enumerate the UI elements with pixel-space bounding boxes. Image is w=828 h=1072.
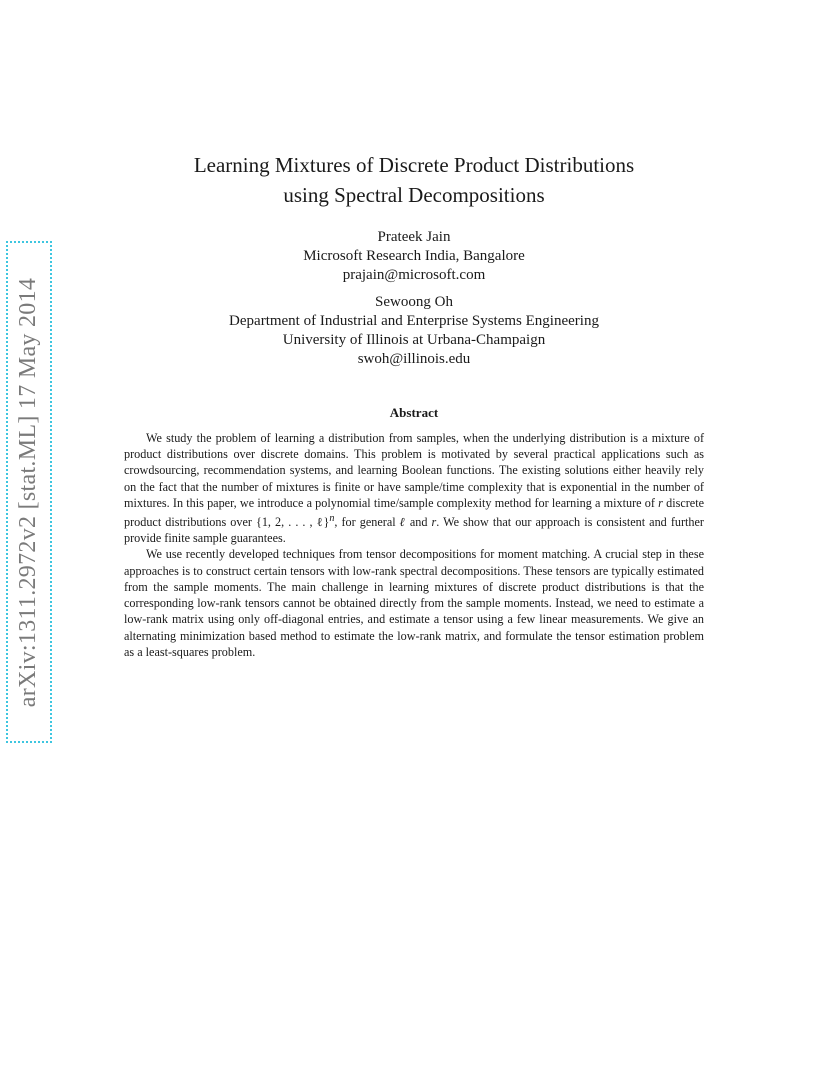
author-affiliation-2: University of Illinois at Urbana-Champaign <box>282 332 546 348</box>
abstract-body <box>124 430 704 660</box>
author-name: Prateek Jain <box>377 229 451 245</box>
math-set: {1, 2, . . . , ℓ} <box>255 515 330 530</box>
author-block-1 <box>110 228 718 285</box>
title-line-1: Learning Mixtures of Discrete Product Distributions <box>193 153 635 177</box>
author-block-2 <box>110 293 718 369</box>
math-r: r <box>431 515 437 530</box>
math-ell: ℓ <box>399 515 406 530</box>
abstract-heading: Abstract <box>389 405 439 420</box>
abstract-text: , for general <box>334 515 400 530</box>
abstract-paragraph-1 <box>124 430 704 546</box>
math-r: r <box>658 495 663 510</box>
paper-title <box>110 150 718 210</box>
abstract-text: We study the problem of learning a distribution from samples, when the underlying distribution is a mixture of product distributions over discrete domains. This problem is motivated by several practical applications such as crowdsourcing, recommendation systems, and learning Boolean functions. The existing solutions either heavily rely on the fact that the number of mixtures is finite or have sample/time complexity that is exponential in the number of mixtures. In this paper, we introduce a polynomial time/sample complexity method for learning a mixture of <box>124 431 704 510</box>
author-email: prajain@microsoft.com <box>342 267 486 283</box>
abstract-text: and <box>405 515 432 530</box>
math-n: n <box>329 513 335 525</box>
abstract-text: discrete product distributions over <box>124 495 704 530</box>
author-email: swoh@illinois.edu <box>357 351 471 367</box>
title-line-2: using Spectral Decompositions <box>283 183 545 207</box>
author-affiliation: Department of Industrial and Enterprise Systems Engineering <box>229 313 599 329</box>
arxiv-stamp <box>6 241 52 743</box>
arxiv-identifier: arXiv:1311.2972v2 [stat.ML] 17 May 2014 <box>15 277 42 707</box>
author-name: Sewoong Oh <box>375 294 453 310</box>
abstract-text: . We show that our approach is consistent and further provide finite sample guarantees. <box>124 515 704 546</box>
abstract-paragraph-2: We use recently developed techniques from tensor decompositions for moment matching. A crucial step in these approaches is to construct certain tensors with low-rank spectral decompositions. These tensors are typically estimated from the sample moments. The main challenge in learning mixtures of discrete product distributions is that the corresponding low-rank tensors cannot be obtained directly from the sample moments. Instead, we need to estimate a low-rank matrix using only off-diagonal entries, and estimate a tensor using a few linear measurements. We give an alternating minimization based method to estimate the low-rank matrix, and formulate the tensor estimation problem as a least-squares problem. <box>124 547 704 659</box>
author-affiliation: Microsoft Research India, Bangalore <box>303 248 525 264</box>
